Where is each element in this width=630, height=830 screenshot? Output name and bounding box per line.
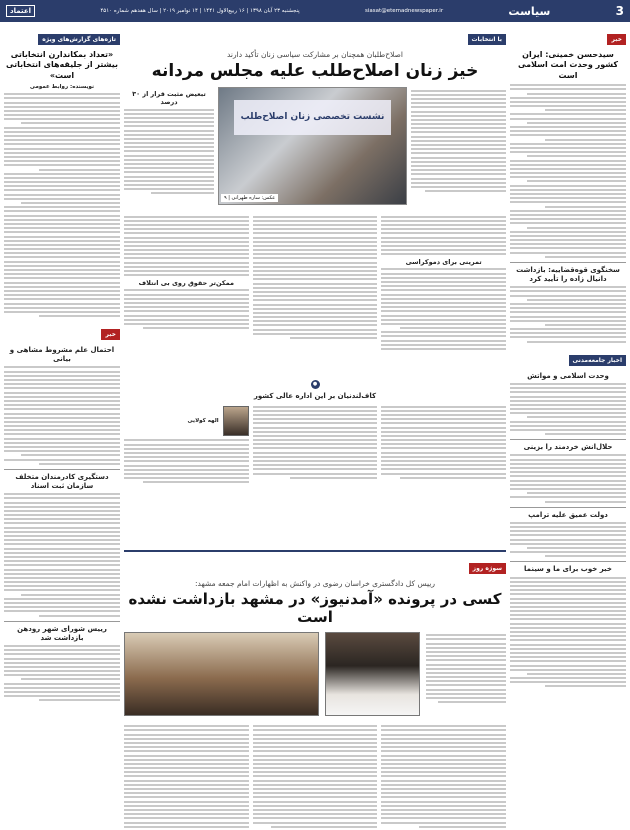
subhead: تبعیض مثبت قرار از ۳۰ درصد <box>132 90 206 107</box>
columnist-name: الهه کولایی <box>187 418 219 425</box>
article-columns <box>124 213 506 368</box>
brief-title: سخنگوی قوه‌قضاییه: بازداشت دانیال زاده را تأیید کرد <box>516 265 620 283</box>
photo-banner: نشست تخصصی زنان اصلاح‌طلب <box>234 100 391 135</box>
byline: نویسنده: روابط عمومی <box>29 84 95 91</box>
bottom-feature <box>124 547 506 820</box>
brief-title: وحدت اسلامی و مواتش <box>527 371 609 380</box>
article-body <box>4 645 120 701</box>
article-body <box>510 383 626 435</box>
subhead: تمرینی برای دموکراسی <box>405 258 482 267</box>
newspaper-logo: اعتماد <box>6 5 35 17</box>
article-body <box>510 454 626 502</box>
bottom-headline: کسی در پرونده «آمدنیوز» در مشهد بازداشت نشده است <box>128 590 502 626</box>
right-news-column <box>510 26 626 816</box>
brief-title: رییس شورای شهر رودهن بازداشت شد <box>17 624 107 642</box>
intro-column <box>426 632 506 717</box>
headline-kicker: رییس کل دادگستری خراسان رضوی در واکنش به اظهارات امام جمعه مشهد: <box>195 579 435 588</box>
lower-article-columns <box>124 403 506 495</box>
news-tag: سوژه روز <box>469 563 506 574</box>
subhead: ممکن‌تر حقوق روی بی انتلاف <box>138 279 234 288</box>
brief-title: «تعداد بمکاندارن انتخاباتی بیشتر از جلیقه‌های انتخاباتی است» <box>5 50 119 80</box>
section-tag: تازه‌های گزارش‌های ویژه <box>38 34 120 45</box>
email-address: siasat@etemadnewspaper.ir <box>365 8 444 14</box>
article-body <box>4 93 120 317</box>
bottom-article-columns <box>124 723 506 830</box>
side-column <box>124 87 214 207</box>
brief-title: دولت عمیق علیه ترامپ <box>528 510 608 519</box>
official-photo <box>124 632 319 716</box>
left-news-column <box>4 26 120 816</box>
page-header <box>0 0 630 22</box>
page-marker-icon: ● <box>311 380 320 389</box>
article-body <box>510 84 626 258</box>
brief-title: حلال‌انش خردمند را بزینی <box>523 443 613 452</box>
feature-photo <box>218 87 407 205</box>
section-tag: اخبار جامعه‌مدنی <box>569 355 626 366</box>
section-title: سیاست <box>508 4 551 18</box>
article-body <box>510 522 626 558</box>
photo-caption: عکس: ساره طهرانی | ۹ <box>221 194 278 202</box>
columnist-box <box>124 406 249 436</box>
brief-title: احتمال علم مشروط مشاهی و بیانی <box>9 346 115 364</box>
news-tag: خبر <box>101 329 120 340</box>
brief-title: دستگیری کادرمندان متخلف سازمان ثبت اسناد <box>15 472 109 490</box>
headline-kicker: اصلاح‌طلبان همچنان بر مشارکت سیاسی زنان تأکید دارند <box>226 50 403 59</box>
subhead: کاف‌لندنیان بر این اداره عالی کشور <box>253 392 377 401</box>
page-number: 3 <box>615 4 624 18</box>
brief-title: سیدحسن خمینی: ایران کشور وحدت امت اسلامی است <box>517 50 619 80</box>
article-body <box>510 286 626 342</box>
section-tag: با انتخابات <box>468 34 506 45</box>
date-line: پنجشنبه ۲۳ آبان ۱۳۹۸ | ۱۶ ربیع‌الاول ۱۴۴۱ | ۱۴ نوامبر ۲۰۱۹ | سال هفدهم شماره ۴۵۱۰ <box>100 8 300 14</box>
article-body <box>4 493 120 616</box>
news-tag: خبر <box>607 34 626 45</box>
main-headline: خیز زنان اصلاح‌طلب علیه مجلس مردانه <box>151 61 479 81</box>
intro-column <box>411 87 506 207</box>
article-body <box>4 366 120 464</box>
brief-title: خبر خوب برای ما و سینما <box>524 565 612 574</box>
columnist-photo <box>223 406 249 436</box>
cleric-photo <box>325 632 420 716</box>
article-body <box>510 577 626 688</box>
